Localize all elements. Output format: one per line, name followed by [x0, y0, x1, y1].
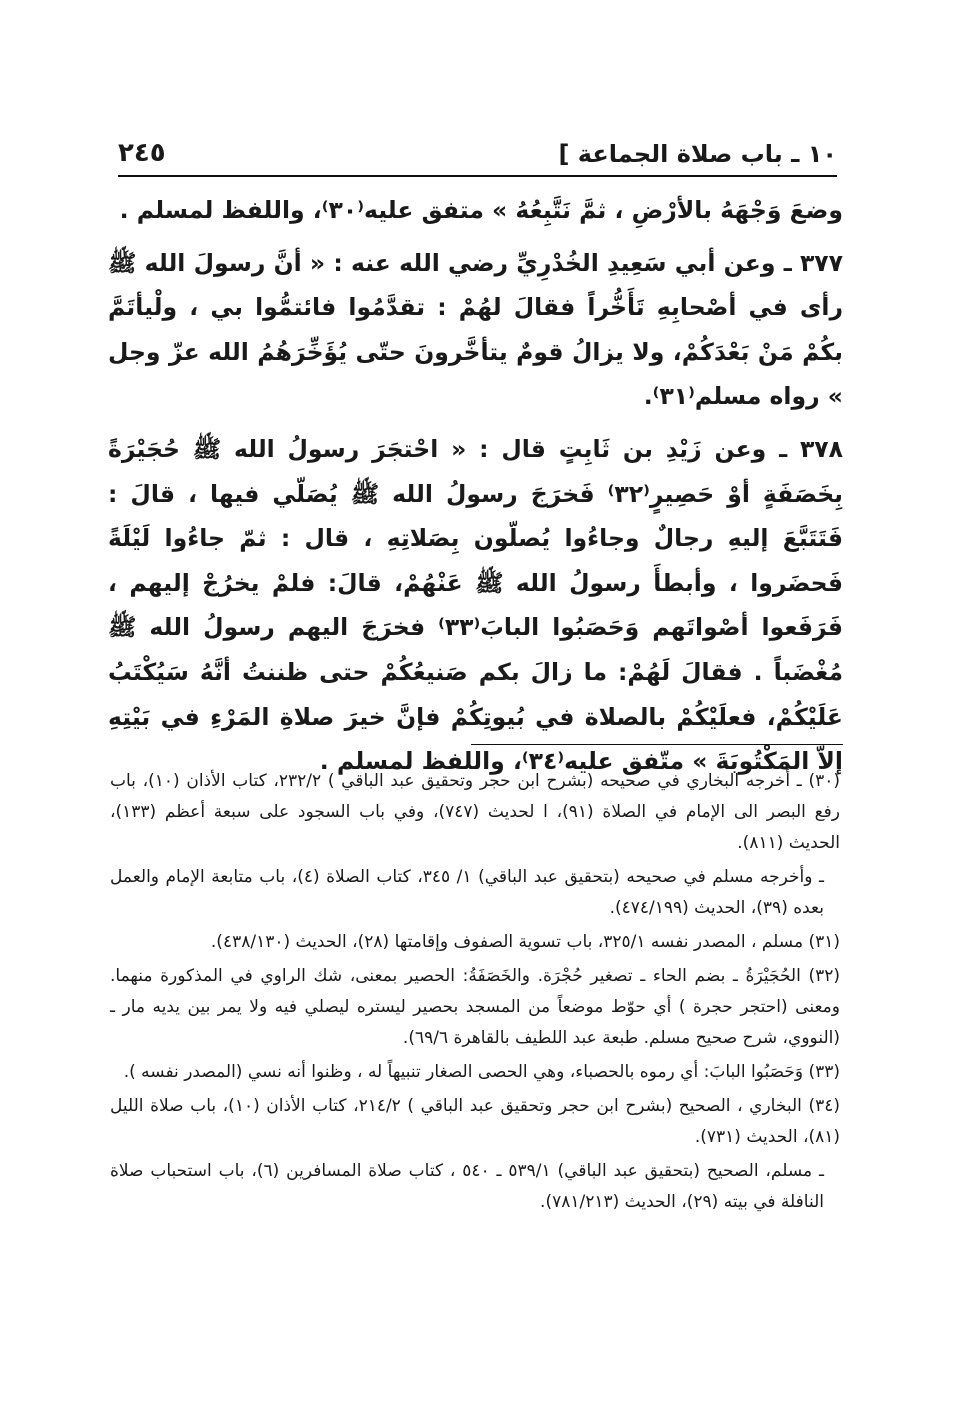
footnote-34: (٣٤) البخاري ، الصحيح (بشرح ابن حجر وتحقيق عبد الباقي ) ٢١٤/٢، كتاب الأذان (١٠)، باب صلاة الليل (٨١)، الحديث (٧٣١). [110, 1096, 840, 1147]
footnote-30-continuation: ـ وأخرجه مسلم في صحيحه (بتحقيق عبد الباقي) ١/ ٣٤٥، كتاب الصلاة (٤)، باب متابعة الإمام والعمل بعده (٣٩)، الحديث (٤٧٤/١٩٩). [110, 867, 824, 918]
footnote-32: (٣٢) الحُجَيْرَةُ ـ بضم الحاء ـ تصغير حُجْرَة. والخَصَفَةُ: الحصير بمعنى، شك الراوي في المذكورة منهما. ومعنى (احتجر حجرة ) أي حوّط موضعاً من المسجد بحصير ليستره ليصلي فيه ولا يمر بين يديه مار ـ (النووي، شرح صحيح مسلم. طبعة عبد اللطيف بالقاهرة ٦٩/٦). [110, 966, 840, 1048]
footnote-rule [471, 744, 843, 745]
footnotes [110, 766, 840, 1221]
running-title: ١٠ ـ باب صلاة الجماعة ] [558, 140, 837, 168]
hadith-377: ٣٧٧ ـ وعن أبي سَعِيدِ الخُدْرِيِّ رضي الله عنه : « أنَّ رسولَ الله ﷺ رأى في أصْحابِهِ تَأَخُّراً فقالَ لهُمْ : تقدَّمُوا فائتمُّوا بي ، ولْيأتَمَّ بكُمْ مَنْ بَعْدَكُمْ، ولا يزالُ قومٌ يتأخَّرونَ حتّى يُؤَخِّرَهُمُ الله عزّ وجل » رواه مسلم⁽٣١⁾. [108, 248, 843, 411]
page-header [118, 128, 837, 168]
footnote-34-continuation: ـ مسلم، الصحيح (بتحقيق عبد الباقي) ٥٣٩/١ ـ ٥٤٠ ، كتاب صلاة المسافرين (٦)، باب استحباب صلاة النافلة في بيته (٢٩)، الحديث (٧٨١/٢١٣). [110, 1161, 824, 1212]
main-text [108, 188, 843, 792]
footnote-31: (٣١) مسلم ، المصدر نفسه ٣٢٥/١، باب تسوية الصفوف وإقامتها (٢٨)، الحديث (٤٣٨/١٣٠). [210, 932, 840, 952]
footnote-30: (٣٠) ـ أخرجه البخاري في صحيحه (بشرح ابن حجر وتحقيق عبد الباقي ) ٢٣٢/٢، كتاب الأذان (١٠)، باب رفع البصر الى الإمام في الصلاة (٩١)، ا لحديث (٧٤٧)، وفي باب السجود على سبعة أعظم (١٣٣)، الحديث (٨١١). [110, 771, 841, 853]
footnote-33: (٣٣) وَحَصَبُوا البابَ: أي رموه بالحصباء، وهي الحصى الصغار تنبيهاً له ، وظنوا أنه نسي (المصدر نفسه ). [123, 1062, 840, 1082]
paragraph-continuation: وضعَ وَجْهَهُ بالأرْضِ ، ثمَّ نَتَّبِعُهُ » متفق عليه⁽٣٠⁾، واللفظ لمسلم . [119, 196, 843, 224]
page-number: ٢٤٥ [118, 138, 166, 168]
hadith-378: ٣٧٨ ـ وعن زَيْدِ بن ثَابِتٍ قال : « احْتجَرَ رسولُ الله ﷺ حُجَيْرَةً بِخَصَفَةٍ أوْ حَصِيرٍ⁽٣٢⁾ فَخرَجَ رسولُ الله ﷺ يُصَلّي فيها ، قالَ : فَتَتَبَّعَ إليهِ رجالٌ وجاءُوا يُصلّون بِصَلاتِهِ ، قال : ثمّ جاءُوا لَيْلَةً فَحضَروا ، وأبطأَ رسولُ الله ﷺ عَنْهُمْ، قالَ: فلمْ يخرُجْ إليهم ، فَرَفَعوا أصْواتَهم وَحَصَبُوا البابَ⁽٣٣⁾ فخرَجَ اليهم رسولُ الله ﷺ مُغْضَباً . فقالَ لَهُمْ: ما زالَ بكم صَنيعُكُمْ حتى ظننتُ أنَّهُ سَيُكْتَبُ عَلَيْكُمْ، فعلَيْكُمْ بالصلاة في بُيوتِكُمْ فإنَّ خيرَ صلاةِ المَرْءِ في بَيْتِهِ إلاّ المَكْتُوبَةَ » متّفق عليه⁽٣٤⁾، واللفظ لمسلم . [108, 434, 843, 776]
header-rule [118, 175, 837, 177]
